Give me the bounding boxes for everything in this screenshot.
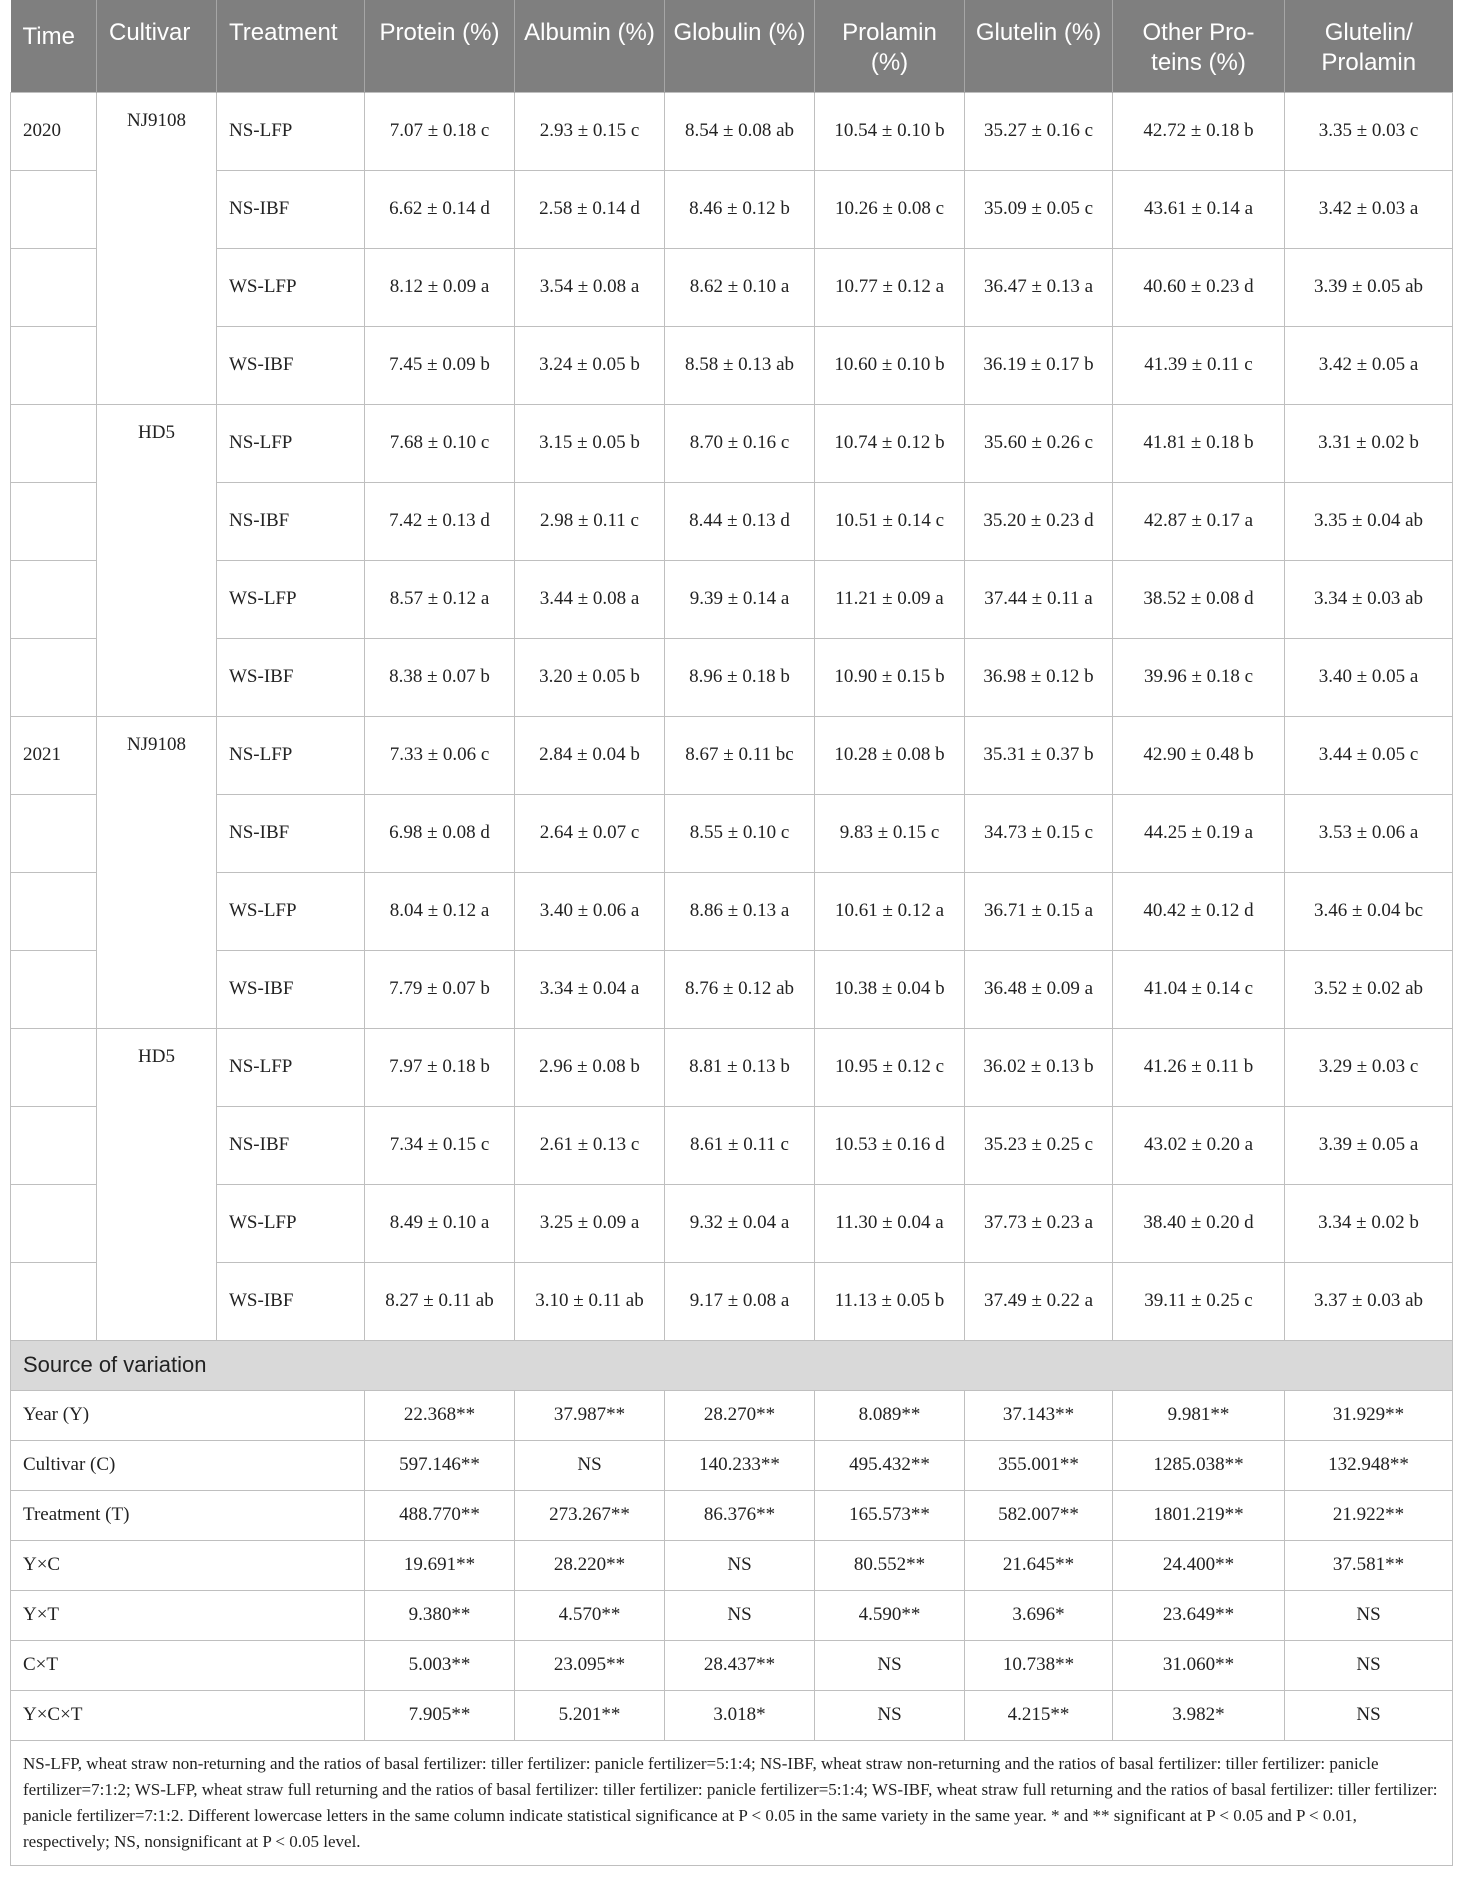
anova-value-cell: 86.376** xyxy=(665,1490,815,1540)
treatment-cell: NS-IBF xyxy=(217,794,365,872)
header-cultivar: Cultivar xyxy=(97,0,217,92)
value-cell: 3.34 ± 0.04 a xyxy=(515,950,665,1028)
value-cell: 8.76 ± 0.12 ab xyxy=(665,950,815,1028)
value-cell: 3.34 ± 0.02 b xyxy=(1285,1184,1453,1262)
value-cell: 2.96 ± 0.08 b xyxy=(515,1028,665,1106)
table-row xyxy=(11,1106,1453,1184)
value-cell: 11.30 ± 0.04 a xyxy=(815,1184,965,1262)
header-albumin: Albumin (%) xyxy=(515,0,665,92)
anova-value-cell: NS xyxy=(515,1440,665,1490)
value-cell: 3.40 ± 0.05 a xyxy=(1285,638,1453,716)
header-glutelin-prolamin: Glutelin/ Prolamin xyxy=(1285,0,1453,92)
value-cell: 3.31 ± 0.02 b xyxy=(1285,404,1453,482)
value-cell: 43.02 ± 0.20 a xyxy=(1113,1106,1285,1184)
year-cell-empty xyxy=(11,326,97,404)
anova-value-cell: NS xyxy=(815,1690,965,1740)
anova-row xyxy=(11,1540,1453,1590)
value-cell: 43.61 ± 0.14 a xyxy=(1113,170,1285,248)
anova-value-cell: 23.649** xyxy=(1113,1590,1285,1640)
anova-value-cell: 165.573** xyxy=(815,1490,965,1540)
value-cell: 3.25 ± 0.09 a xyxy=(515,1184,665,1262)
anova-value-cell: 1285.038** xyxy=(1113,1440,1285,1490)
table-row xyxy=(11,716,1453,794)
year-cell-empty xyxy=(11,1028,97,1106)
table-row xyxy=(11,92,1453,170)
value-cell: 11.21 ± 0.09 a xyxy=(815,560,965,638)
value-cell: 9.17 ± 0.08 a xyxy=(665,1262,815,1340)
value-cell: 37.49 ± 0.22 a xyxy=(965,1262,1113,1340)
table-row xyxy=(11,872,1453,950)
value-cell: 36.19 ± 0.17 b xyxy=(965,326,1113,404)
value-cell: 37.44 ± 0.11 a xyxy=(965,560,1113,638)
header-treatment: Treatment xyxy=(217,0,365,92)
anova-value-cell: 9.380** xyxy=(365,1590,515,1640)
source-of-variation-heading: Source of variation xyxy=(11,1340,1453,1390)
value-cell: 10.53 ± 0.16 d xyxy=(815,1106,965,1184)
anova-row xyxy=(11,1690,1453,1740)
anova-value-cell: 4.215** xyxy=(965,1690,1113,1740)
anova-source-cell: Y×C xyxy=(11,1540,365,1590)
value-cell: 3.39 ± 0.05 ab xyxy=(1285,248,1453,326)
value-cell: 7.45 ± 0.09 b xyxy=(365,326,515,404)
value-cell: 10.95 ± 0.12 c xyxy=(815,1028,965,1106)
anova-value-cell: 23.095** xyxy=(515,1640,665,1690)
value-cell: 8.67 ± 0.11 bc xyxy=(665,716,815,794)
value-cell: 6.98 ± 0.08 d xyxy=(365,794,515,872)
year-cell: 2020 xyxy=(11,92,97,170)
header-row xyxy=(11,0,1453,92)
value-cell: 3.52 ± 0.02 ab xyxy=(1285,950,1453,1028)
cultivar-cell: NJ9108 xyxy=(97,716,217,1028)
anova-value-cell: 28.220** xyxy=(515,1540,665,1590)
year-cell-empty xyxy=(11,1184,97,1262)
value-cell: 40.60 ± 0.23 d xyxy=(1113,248,1285,326)
value-cell: 7.68 ± 0.10 c xyxy=(365,404,515,482)
value-cell: 7.33 ± 0.06 c xyxy=(365,716,515,794)
value-cell: 39.96 ± 0.18 c xyxy=(1113,638,1285,716)
value-cell: 42.90 ± 0.48 b xyxy=(1113,716,1285,794)
source-of-variation-row xyxy=(11,1340,1453,1390)
treatment-cell: WS-LFP xyxy=(217,560,365,638)
value-cell: 2.64 ± 0.07 c xyxy=(515,794,665,872)
value-cell: 36.98 ± 0.12 b xyxy=(965,638,1113,716)
treatment-cell: WS-IBF xyxy=(217,950,365,1028)
anova-value-cell: NS xyxy=(665,1540,815,1590)
value-cell: 10.77 ± 0.12 a xyxy=(815,248,965,326)
anova-source-cell: Cultivar (C) xyxy=(11,1440,365,1490)
treatment-cell: WS-LFP xyxy=(217,872,365,950)
table-row xyxy=(11,1262,1453,1340)
anova-value-cell: 4.570** xyxy=(515,1590,665,1640)
header-prolamin: Prolamin (%) xyxy=(815,0,965,92)
anova-value-cell: 582.007** xyxy=(965,1490,1113,1540)
value-cell: 8.70 ± 0.16 c xyxy=(665,404,815,482)
value-cell: 35.20 ± 0.23 d xyxy=(965,482,1113,560)
value-cell: 36.47 ± 0.13 a xyxy=(965,248,1113,326)
year-cell-empty xyxy=(11,248,97,326)
value-cell: 2.84 ± 0.04 b xyxy=(515,716,665,794)
year-cell-empty xyxy=(11,1106,97,1184)
value-cell: 41.04 ± 0.14 c xyxy=(1113,950,1285,1028)
value-cell: 8.86 ± 0.13 a xyxy=(665,872,815,950)
value-cell: 10.26 ± 0.08 c xyxy=(815,170,965,248)
value-cell: 39.11 ± 0.25 c xyxy=(1113,1262,1285,1340)
value-cell: 3.35 ± 0.04 ab xyxy=(1285,482,1453,560)
value-cell: 7.79 ± 0.07 b xyxy=(365,950,515,1028)
value-cell: 3.24 ± 0.05 b xyxy=(515,326,665,404)
value-cell: 6.62 ± 0.14 d xyxy=(365,170,515,248)
anova-value-cell: NS xyxy=(815,1640,965,1690)
value-cell: 8.62 ± 0.10 a xyxy=(665,248,815,326)
value-cell: 41.81 ± 0.18 b xyxy=(1113,404,1285,482)
anova-source-cell: Year (Y) xyxy=(11,1390,365,1440)
value-cell: 8.49 ± 0.10 a xyxy=(365,1184,515,1262)
value-cell: 10.90 ± 0.15 b xyxy=(815,638,965,716)
value-cell: 8.58 ± 0.13 ab xyxy=(665,326,815,404)
value-cell: 3.44 ± 0.05 c xyxy=(1285,716,1453,794)
anova-value-cell: 24.400** xyxy=(1113,1540,1285,1590)
value-cell: 10.54 ± 0.10 b xyxy=(815,92,965,170)
value-cell: 3.37 ± 0.03 ab xyxy=(1285,1262,1453,1340)
anova-value-cell: 19.691** xyxy=(365,1540,515,1590)
value-cell: 36.71 ± 0.15 a xyxy=(965,872,1113,950)
table-row xyxy=(11,170,1453,248)
anova-value-cell: 355.001** xyxy=(965,1440,1113,1490)
value-cell: 10.28 ± 0.08 b xyxy=(815,716,965,794)
anova-value-cell: 140.233** xyxy=(665,1440,815,1490)
year-cell-empty xyxy=(11,950,97,1028)
value-cell: 8.61 ± 0.11 c xyxy=(665,1106,815,1184)
anova-value-cell: NS xyxy=(665,1590,815,1640)
value-cell: 8.27 ± 0.11 ab xyxy=(365,1262,515,1340)
value-cell: 11.13 ± 0.05 b xyxy=(815,1262,965,1340)
value-cell: 3.20 ± 0.05 b xyxy=(515,638,665,716)
value-cell: 3.34 ± 0.03 ab xyxy=(1285,560,1453,638)
value-cell: 9.32 ± 0.04 a xyxy=(665,1184,815,1262)
value-cell: 8.81 ± 0.13 b xyxy=(665,1028,815,1106)
value-cell: 40.42 ± 0.12 d xyxy=(1113,872,1285,950)
treatment-cell: NS-LFP xyxy=(217,92,365,170)
value-cell: 9.39 ± 0.14 a xyxy=(665,560,815,638)
treatment-cell: WS-IBF xyxy=(217,638,365,716)
header-other-proteins: Other Pro-teins (%) xyxy=(1113,0,1285,92)
value-cell: 35.09 ± 0.05 c xyxy=(965,170,1113,248)
anova-source-cell: Treatment (T) xyxy=(11,1490,365,1540)
anova-value-cell: NS xyxy=(1285,1590,1453,1640)
value-cell: 36.02 ± 0.13 b xyxy=(965,1028,1113,1106)
treatment-cell: NS-LFP xyxy=(217,716,365,794)
header-globulin: Globulin (%) xyxy=(665,0,815,92)
value-cell: 8.38 ± 0.07 b xyxy=(365,638,515,716)
table-row xyxy=(11,950,1453,1028)
value-cell: 8.54 ± 0.08 ab xyxy=(665,92,815,170)
value-cell: 35.23 ± 0.25 c xyxy=(965,1106,1113,1184)
value-cell: 8.96 ± 0.18 b xyxy=(665,638,815,716)
value-cell: 10.61 ± 0.12 a xyxy=(815,872,965,950)
anova-row xyxy=(11,1440,1453,1490)
value-cell: 42.72 ± 0.18 b xyxy=(1113,92,1285,170)
header-time: Time xyxy=(11,0,97,92)
anova-value-cell: 5.201** xyxy=(515,1690,665,1740)
table-row xyxy=(11,794,1453,872)
value-cell: 3.54 ± 0.08 a xyxy=(515,248,665,326)
table-row xyxy=(11,326,1453,404)
anova-source-cell: C×T xyxy=(11,1640,365,1690)
protein-table xyxy=(10,0,1453,1866)
table-row xyxy=(11,482,1453,560)
anova-value-cell: 597.146** xyxy=(365,1440,515,1490)
value-cell: 7.34 ± 0.15 c xyxy=(365,1106,515,1184)
value-cell: 2.93 ± 0.15 c xyxy=(515,92,665,170)
anova-value-cell: 7.905** xyxy=(365,1690,515,1740)
value-cell: 37.73 ± 0.23 a xyxy=(965,1184,1113,1262)
table-row xyxy=(11,1184,1453,1262)
value-cell: 3.40 ± 0.06 a xyxy=(515,872,665,950)
value-cell: 7.07 ± 0.18 c xyxy=(365,92,515,170)
anova-value-cell: 3.982* xyxy=(1113,1690,1285,1740)
value-cell: 42.87 ± 0.17 a xyxy=(1113,482,1285,560)
table-container xyxy=(10,0,1452,1866)
anova-value-cell: 132.948** xyxy=(1285,1440,1453,1490)
value-cell: 3.10 ± 0.11 ab xyxy=(515,1262,665,1340)
cultivar-cell: NJ9108 xyxy=(97,92,217,404)
anova-row xyxy=(11,1390,1453,1440)
treatment-cell: WS-IBF xyxy=(217,326,365,404)
year-cell: 2021 xyxy=(11,716,97,794)
value-cell: 8.46 ± 0.12 b xyxy=(665,170,815,248)
anova-value-cell: 3.018* xyxy=(665,1690,815,1740)
value-cell: 10.60 ± 0.10 b xyxy=(815,326,965,404)
cultivar-cell: HD5 xyxy=(97,1028,217,1340)
footnote-row xyxy=(11,1740,1453,1865)
anova-value-cell: 10.738** xyxy=(965,1640,1113,1690)
treatment-cell: NS-IBF xyxy=(217,482,365,560)
value-cell: 2.98 ± 0.11 c xyxy=(515,482,665,560)
year-cell-empty xyxy=(11,638,97,716)
anova-row xyxy=(11,1640,1453,1690)
treatment-cell: WS-IBF xyxy=(217,1262,365,1340)
value-cell: 35.60 ± 0.26 c xyxy=(965,404,1113,482)
value-cell: 35.27 ± 0.16 c xyxy=(965,92,1113,170)
footnote: NS-LFP, wheat straw non-returning and the ratios of basal fertilizer: tiller fertilizer: panicle fertilizer=5:1:4; NS-IBF, wheat straw non-returning and the ratios of basal fertilizer: tiller fertilizer: panicle fertilizer=7:1:2; WS-LFP, wheat straw full returning and the ratios of basal fertilizer: tiller fertilizer: panicle fertilizer=5:1:4; WS-IBF, wheat straw full returning and the ratios of basal fertilizer: tiller fertilizer: panicle fertilizer=7:1:2. Different lowercase letters in the same column indicate statistical significance at P < 0.05 in the same variety in the same year. * and ** significant at P < 0.05 and P < 0.01, respectively; NS, nonsignificant at P < 0.05 level. xyxy=(11,1740,1453,1865)
value-cell: 2.58 ± 0.14 d xyxy=(515,170,665,248)
value-cell: 36.48 ± 0.09 a xyxy=(965,950,1113,1028)
treatment-cell: WS-LFP xyxy=(217,248,365,326)
value-cell: 3.15 ± 0.05 b xyxy=(515,404,665,482)
anova-value-cell: 9.981** xyxy=(1113,1390,1285,1440)
anova-value-cell: 495.432** xyxy=(815,1440,965,1490)
anova-value-cell: 1801.219** xyxy=(1113,1490,1285,1540)
value-cell: 3.29 ± 0.03 c xyxy=(1285,1028,1453,1106)
value-cell: 2.61 ± 0.13 c xyxy=(515,1106,665,1184)
value-cell: 3.44 ± 0.08 a xyxy=(515,560,665,638)
value-cell: 8.12 ± 0.09 a xyxy=(365,248,515,326)
treatment-cell: NS-IBF xyxy=(217,170,365,248)
value-cell: 3.39 ± 0.05 a xyxy=(1285,1106,1453,1184)
value-cell: 3.53 ± 0.06 a xyxy=(1285,794,1453,872)
value-cell: 41.26 ± 0.11 b xyxy=(1113,1028,1285,1106)
anova-value-cell: 273.267** xyxy=(515,1490,665,1540)
value-cell: 38.52 ± 0.08 d xyxy=(1113,560,1285,638)
anova-source-cell: Y×C×T xyxy=(11,1690,365,1740)
year-cell-empty xyxy=(11,872,97,950)
table-body xyxy=(11,92,1453,1865)
anova-value-cell: 31.060** xyxy=(1113,1640,1285,1690)
anova-value-cell: 28.437** xyxy=(665,1640,815,1690)
treatment-cell: WS-LFP xyxy=(217,1184,365,1262)
anova-value-cell: 4.590** xyxy=(815,1590,965,1640)
anova-value-cell: 3.696* xyxy=(965,1590,1113,1640)
anova-value-cell: 80.552** xyxy=(815,1540,965,1590)
anova-value-cell: 22.368** xyxy=(365,1390,515,1440)
anova-value-cell: 37.581** xyxy=(1285,1540,1453,1590)
table-row xyxy=(11,560,1453,638)
table-row xyxy=(11,404,1453,482)
anova-value-cell: 488.770** xyxy=(365,1490,515,1540)
treatment-cell: NS-LFP xyxy=(217,404,365,482)
value-cell: 3.35 ± 0.03 c xyxy=(1285,92,1453,170)
year-cell-empty xyxy=(11,794,97,872)
anova-value-cell: 31.929** xyxy=(1285,1390,1453,1440)
anova-value-cell: 8.089** xyxy=(815,1390,965,1440)
year-cell-empty xyxy=(11,404,97,482)
header-protein: Protein (%) xyxy=(365,0,515,92)
anova-value-cell: 37.987** xyxy=(515,1390,665,1440)
table-row xyxy=(11,638,1453,716)
value-cell: 10.38 ± 0.04 b xyxy=(815,950,965,1028)
year-cell-empty xyxy=(11,560,97,638)
anova-value-cell: 28.270** xyxy=(665,1390,815,1440)
year-cell-empty xyxy=(11,482,97,560)
value-cell: 3.42 ± 0.03 a xyxy=(1285,170,1453,248)
value-cell: 8.55 ± 0.10 c xyxy=(665,794,815,872)
anova-row xyxy=(11,1590,1453,1640)
anova-value-cell: 21.645** xyxy=(965,1540,1113,1590)
anova-value-cell: 37.143** xyxy=(965,1390,1113,1440)
value-cell: 8.57 ± 0.12 a xyxy=(365,560,515,638)
anova-value-cell: 21.922** xyxy=(1285,1490,1453,1540)
table-header xyxy=(11,0,1453,92)
value-cell: 10.74 ± 0.12 b xyxy=(815,404,965,482)
anova-value-cell: NS xyxy=(1285,1690,1453,1740)
value-cell: 35.31 ± 0.37 b xyxy=(965,716,1113,794)
anova-value-cell: 5.003** xyxy=(365,1640,515,1690)
value-cell: 10.51 ± 0.14 c xyxy=(815,482,965,560)
table-row xyxy=(11,248,1453,326)
value-cell: 44.25 ± 0.19 a xyxy=(1113,794,1285,872)
treatment-cell: NS-LFP xyxy=(217,1028,365,1106)
treatment-cell: NS-IBF xyxy=(217,1106,365,1184)
value-cell: 7.97 ± 0.18 b xyxy=(365,1028,515,1106)
header-glutelin: Glutelin (%) xyxy=(965,0,1113,92)
value-cell: 34.73 ± 0.15 c xyxy=(965,794,1113,872)
value-cell: 3.46 ± 0.04 bc xyxy=(1285,872,1453,950)
table-row xyxy=(11,1028,1453,1106)
value-cell: 8.44 ± 0.13 d xyxy=(665,482,815,560)
value-cell: 41.39 ± 0.11 c xyxy=(1113,326,1285,404)
anova-value-cell: NS xyxy=(1285,1640,1453,1690)
value-cell: 7.42 ± 0.13 d xyxy=(365,482,515,560)
value-cell: 38.40 ± 0.20 d xyxy=(1113,1184,1285,1262)
anova-source-cell: Y×T xyxy=(11,1590,365,1640)
value-cell: 8.04 ± 0.12 a xyxy=(365,872,515,950)
year-cell-empty xyxy=(11,170,97,248)
value-cell: 3.42 ± 0.05 a xyxy=(1285,326,1453,404)
year-cell-empty xyxy=(11,1262,97,1340)
cultivar-cell: HD5 xyxy=(97,404,217,716)
value-cell: 9.83 ± 0.15 c xyxy=(815,794,965,872)
anova-row xyxy=(11,1490,1453,1540)
